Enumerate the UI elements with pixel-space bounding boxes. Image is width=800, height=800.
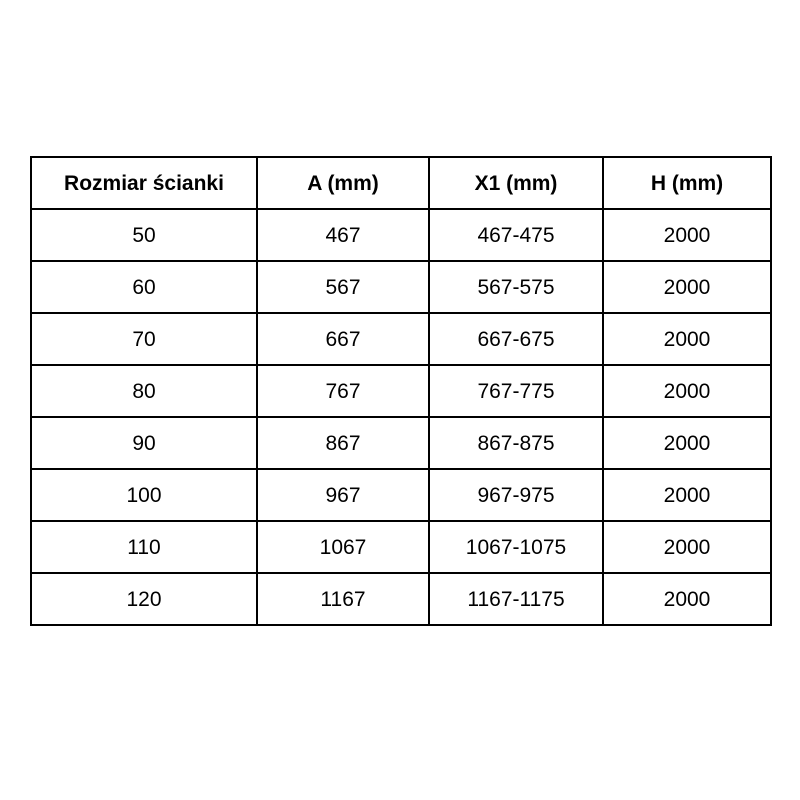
table-cell: 567-575 (429, 261, 603, 313)
table-cell: 967-975 (429, 469, 603, 521)
table-cell: 467 (257, 209, 429, 261)
table-cell: 70 (31, 313, 257, 365)
table-row (31, 313, 771, 365)
table-cell: 467-475 (429, 209, 603, 261)
table-row (31, 469, 771, 521)
table-cell: 2000 (603, 261, 771, 313)
header-cell-rozmiar-scianki: Rozmiar ścianki (31, 157, 257, 209)
table-cell: 867 (257, 417, 429, 469)
table-cell: 1167 (257, 573, 429, 625)
table-cell: 567 (257, 261, 429, 313)
table-cell: 2000 (603, 573, 771, 625)
table-row (31, 365, 771, 417)
table-cell: 2000 (603, 469, 771, 521)
table-cell: 2000 (603, 365, 771, 417)
header-row (31, 157, 771, 209)
table-row (31, 573, 771, 625)
table-cell: 60 (31, 261, 257, 313)
table-cell: 767 (257, 365, 429, 417)
table-cell: 2000 (603, 313, 771, 365)
table-cell: 1067 (257, 521, 429, 573)
table-cell: 1167-1175 (429, 573, 603, 625)
table-row (31, 417, 771, 469)
header-cell-a-mm: A (mm) (257, 157, 429, 209)
header-cell-x1-mm: X1 (mm) (429, 157, 603, 209)
table-cell: 80 (31, 365, 257, 417)
table-cell: 120 (31, 573, 257, 625)
table-row (31, 521, 771, 573)
table-cell: 667 (257, 313, 429, 365)
table-cell: 967 (257, 469, 429, 521)
table-cell: 90 (31, 417, 257, 469)
header-cell-h-mm: H (mm) (603, 157, 771, 209)
table-cell: 2000 (603, 209, 771, 261)
size-spec-table (30, 156, 772, 626)
table-cell: 2000 (603, 521, 771, 573)
table-cell: 867-875 (429, 417, 603, 469)
table-cell: 50 (31, 209, 257, 261)
table-cell: 2000 (603, 417, 771, 469)
table-cell: 667-675 (429, 313, 603, 365)
table-cell: 767-775 (429, 365, 603, 417)
table-cell: 100 (31, 469, 257, 521)
table-cell: 1067-1075 (429, 521, 603, 573)
table-row (31, 261, 771, 313)
table-row (31, 209, 771, 261)
table-cell: 110 (31, 521, 257, 573)
